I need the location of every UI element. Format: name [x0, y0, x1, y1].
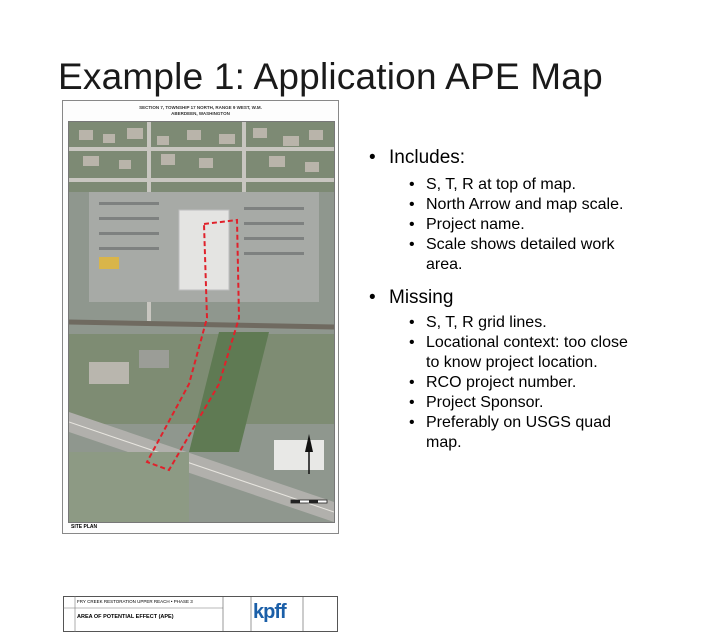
list-item: • S, T, R grid lines.: [409, 314, 547, 331]
includes-list: [365, 175, 685, 275]
map-header-location: ABERDEEN, WASHINGTON: [171, 110, 230, 116]
bullet-icon: •: [369, 287, 376, 308]
list-item: • Locational context: too close to know project location.: [409, 334, 628, 371]
missing-list: [365, 313, 685, 453]
list-item: • RCO project number.: [409, 374, 577, 391]
bullet-icon: •: [369, 147, 376, 168]
site-plan-label: SITE PLAN: [71, 524, 98, 530]
list-item: • Scale shows detailed work area.: [409, 236, 615, 273]
aerial-photo: [68, 121, 335, 523]
section-heading-missing: • Missing: [369, 287, 454, 308]
ape-map-sheet: [62, 100, 339, 623]
title-block-sheet-title: AREA OF POTENTIAL EFFECT (APE): [77, 614, 174, 620]
list-item: • Project name.: [409, 216, 525, 233]
title-block-project: FRY CREEK RESTORATION UPPER REACH • PHASE 3: [77, 599, 193, 604]
kpff-logo: kpff: [253, 601, 286, 623]
slide-title: Example 1: Application APE Map: [58, 56, 603, 97]
list-item: • North Arrow and map scale.: [409, 196, 624, 213]
map-title-block: [63, 596, 338, 632]
map-header: [63, 101, 338, 121]
content-list: [365, 147, 685, 453]
aerial-photo-graphic: [69, 122, 334, 522]
list-item: • Preferably on USGS quad map.: [409, 414, 611, 451]
section-heading-includes: • Includes:: [369, 147, 466, 168]
map-header-str: SECTION 7, TOWNSHIP 17 NORTH, RANGE 9 WEST, W.M.: [139, 105, 262, 110]
list-item: • S, T, R at top of map.: [409, 176, 576, 193]
list-item: • Project Sponsor.: [409, 394, 544, 411]
